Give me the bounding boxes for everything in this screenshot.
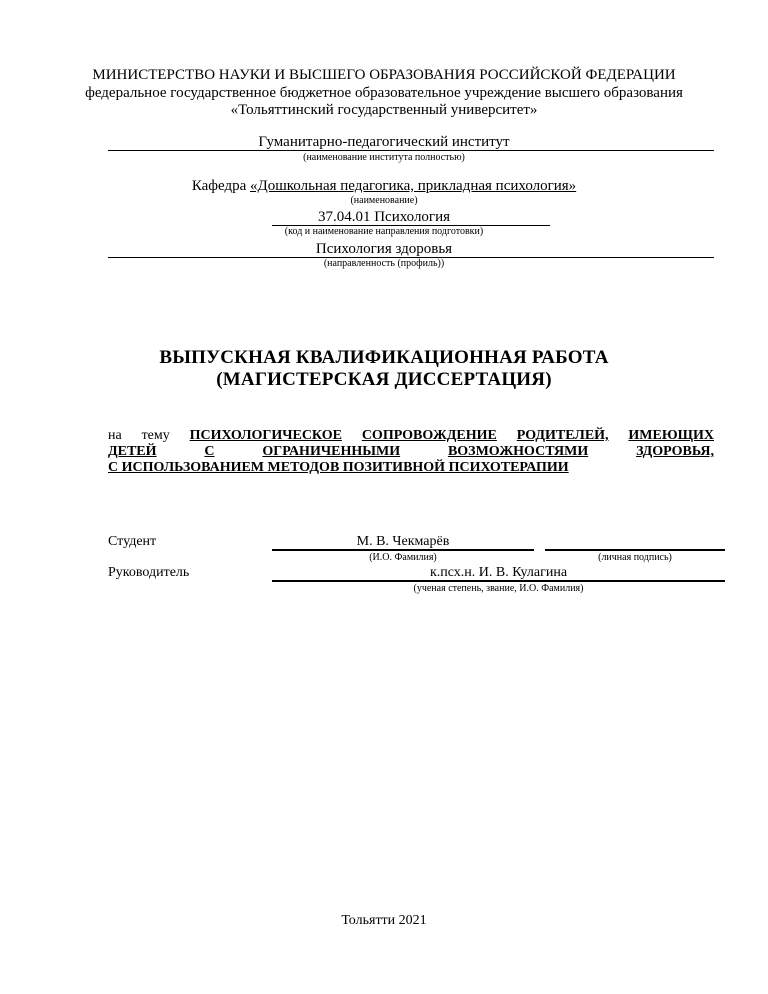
topic-word: ПСИХОЛОГИЧЕСКОЕ xyxy=(189,428,342,443)
topic-word: ЗДОРОВЬЯ, xyxy=(636,444,714,459)
topic-line-3-text: С ИСПОЛЬЗОВАНИЕМ МЕТОДОВ ПОЗИТИВНОЙ ПСИХОТЕРАПИИ xyxy=(108,460,569,475)
ministry-name: МИНИСТЕРСТВО НАУКИ И ВЫСШЕГО ОБРАЗОВАНИЯ РОССИЙСКОЙ ФЕДЕРАЦИИ xyxy=(92,67,676,83)
topic-word: СОПРОВОЖДЕНИЕ xyxy=(361,428,497,443)
topic-word: ВОЗМОЖНОСТЯМИ xyxy=(447,444,589,459)
student-name: М. В. Чекмарёв xyxy=(356,534,450,549)
topic-line-2 xyxy=(108,444,714,460)
student-name-caption: (И.О. Фамилия) xyxy=(369,552,437,563)
direction-code: 37.04.01 Психология xyxy=(317,209,451,225)
topic-word: ДЕТЕЙ xyxy=(108,444,157,459)
institute-caption: (наименование института полностью) xyxy=(303,152,465,163)
topic-line-1 xyxy=(108,428,714,444)
work-title-line2: (МАГИСТЕРСКАЯ ДИССЕРТАЦИЯ) xyxy=(216,369,552,390)
supervisor-label: Руководитель xyxy=(108,565,190,580)
student-signature-caption: (личная подпись) xyxy=(598,552,672,563)
department-name: «Дошкольная педагогика, прикладная психология» xyxy=(250,178,577,194)
student-label: Студент xyxy=(108,534,157,549)
profile-name: Психология здоровья xyxy=(315,241,453,257)
topic-prefix-temu: тему xyxy=(141,428,170,443)
topic-line-3 xyxy=(108,460,714,476)
institution-type: федеральное государственное бюджетное образовательное учреждение высшего образования xyxy=(85,85,683,101)
student-signature-rule xyxy=(545,549,725,551)
supervisor-rule xyxy=(272,580,725,582)
department-caption: (наименование) xyxy=(350,195,418,206)
work-title-line1: ВЫПУСКНАЯ КВАЛИФИКАЦИОННАЯ РАБОТА xyxy=(159,347,609,368)
direction-caption: (код и наименование направления подготовки) xyxy=(284,226,484,237)
supervisor-caption: (ученая степень, звание, И.О. Фамилия) xyxy=(413,583,584,594)
student-name-rule xyxy=(272,549,534,551)
profile-caption: (направленность (профиль)) xyxy=(323,258,445,269)
department-prefix: Кафедра xyxy=(191,178,250,194)
topic-word: С xyxy=(204,444,215,459)
topic-word: ИМЕЮЩИХ xyxy=(628,428,714,443)
topic-prefix-na: на xyxy=(108,428,122,443)
department-line xyxy=(0,177,768,195)
city-year: Тольятти 2021 xyxy=(341,913,427,928)
supervisor-name: к.псх.н. И. В. Кулагина xyxy=(429,565,568,580)
institute-name: Гуманитарно-педагогический институт xyxy=(258,134,510,150)
institute-rule xyxy=(108,150,714,151)
university-name: «Тольяттинский государственный университет» xyxy=(230,102,538,118)
topic-word: ОГРАНИЧЕННЫМИ xyxy=(262,444,401,459)
topic-word: РОДИТЕЛЕЙ, xyxy=(516,428,609,443)
